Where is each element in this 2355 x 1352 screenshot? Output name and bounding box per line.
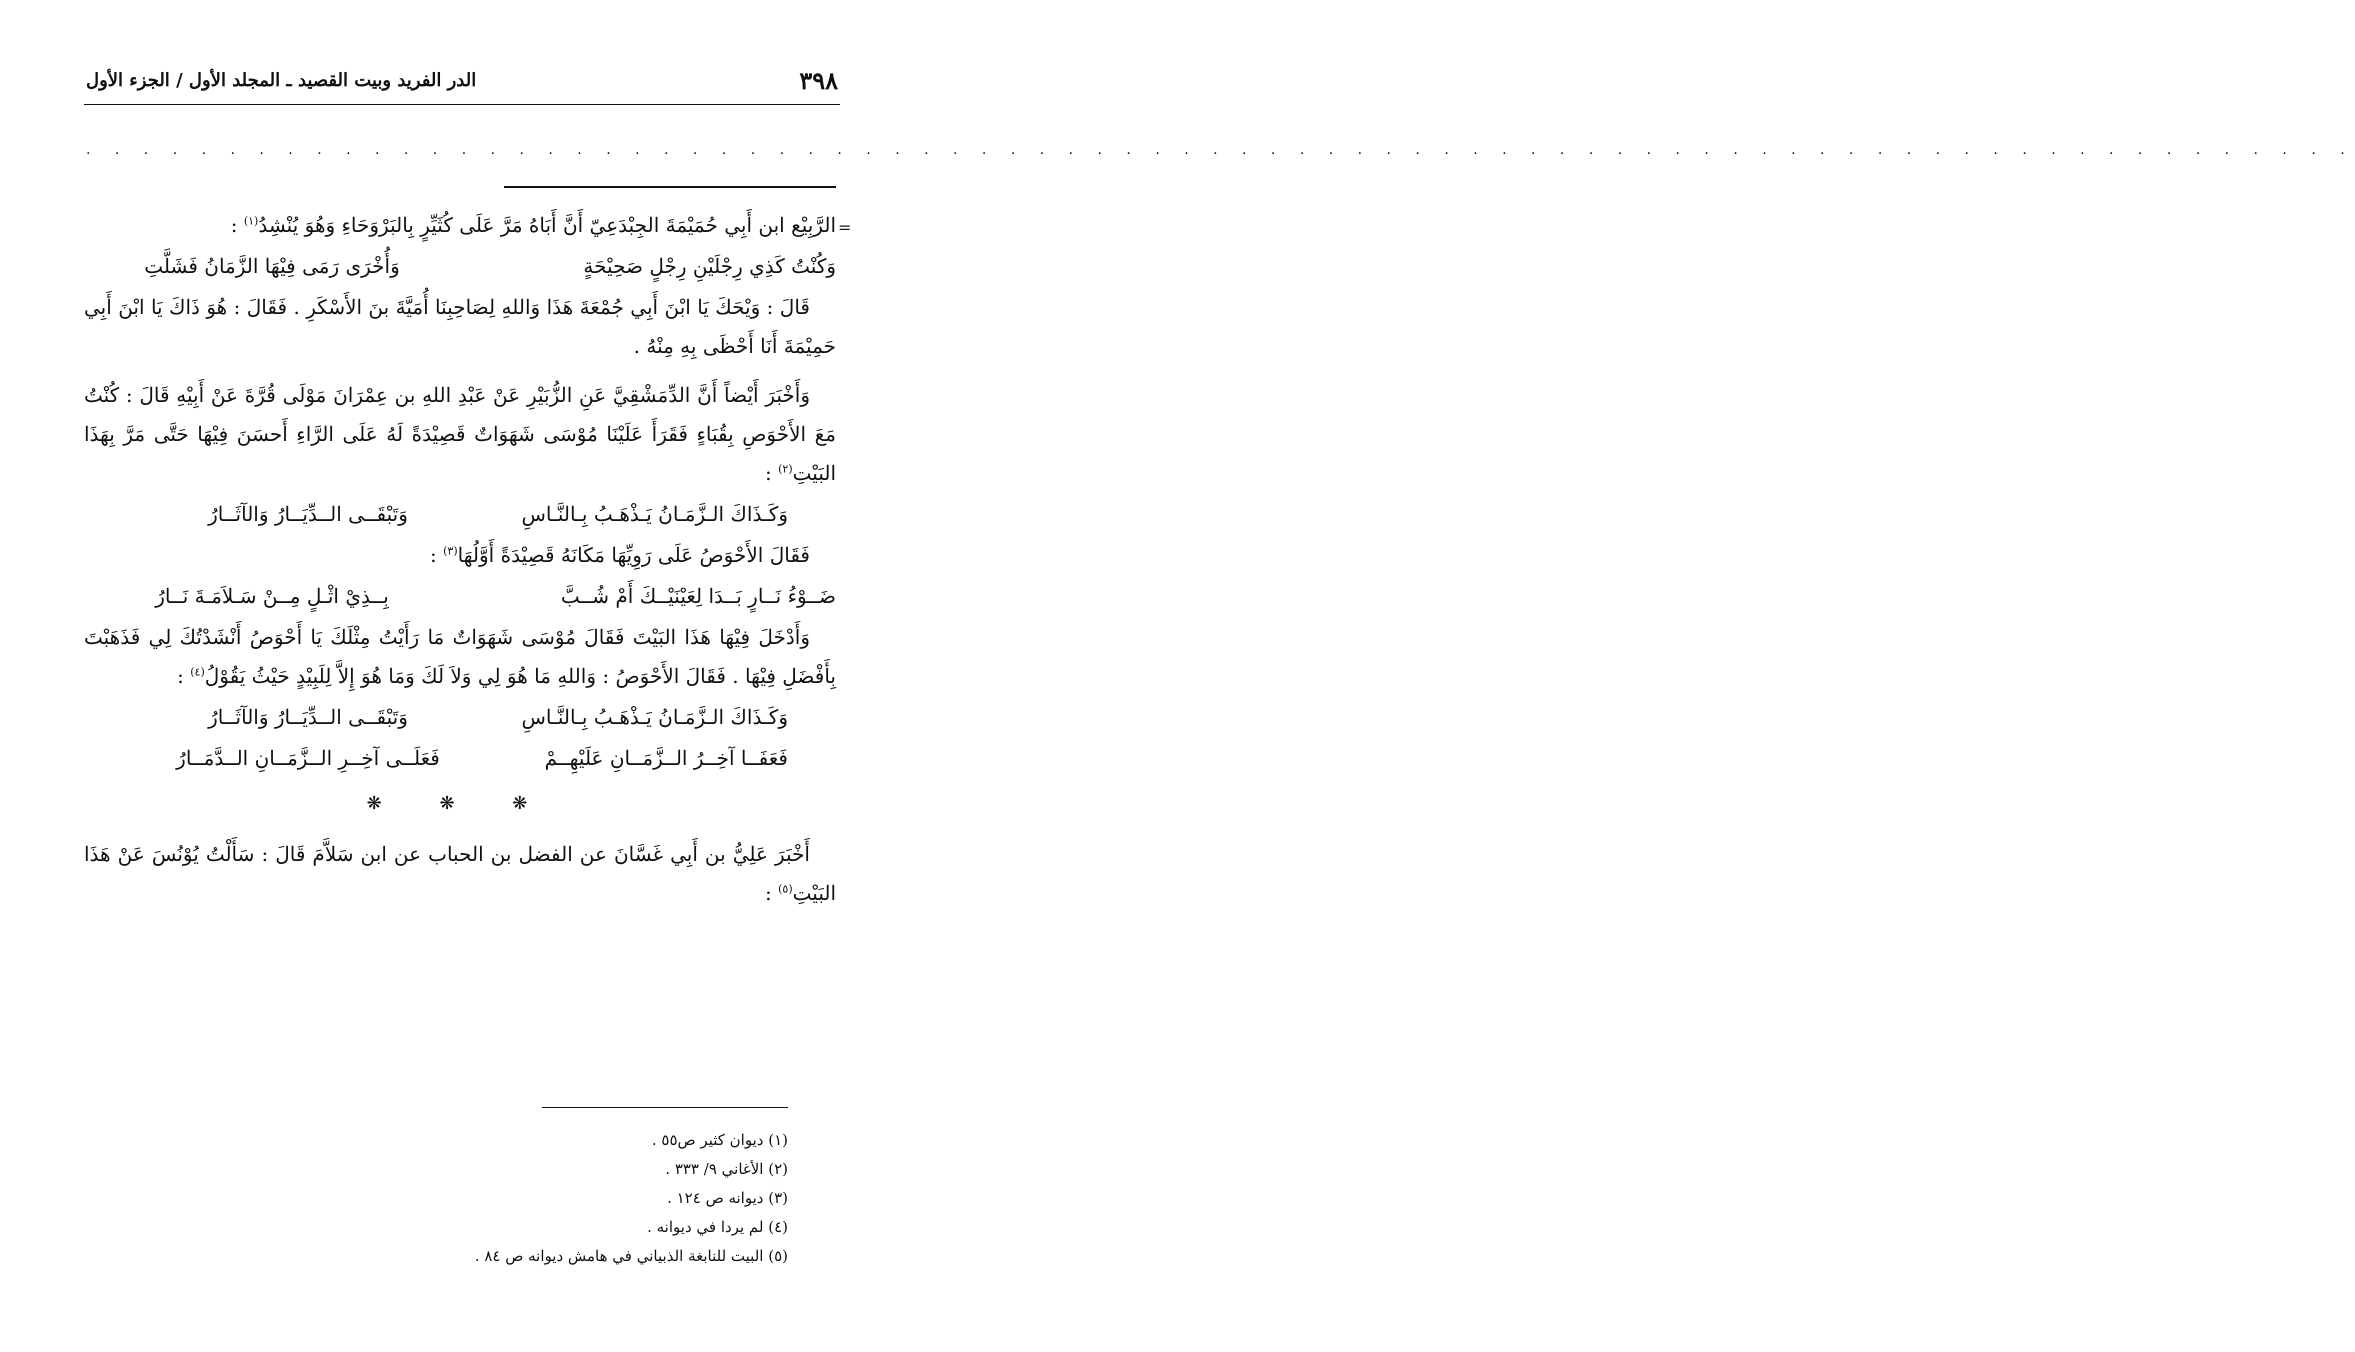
paragraph-text: وَأَخْبَرَ أَيْضاً أَنَّ الدِّمَشْقِيَّ عَنِ الزُّبَيْرِ عَنْ عَبْدِ اللهِ بن عِمْرَانَ مَوْلَى قُرَّةَ عَنْ أَبِيْهِ قَالَ : كُنْتُ مَعَ الأَحْوَصِ بِقُبَاءٍ فَقَرَأَ عَلَيْنَا مُوْسَى شَهَوَاتٌ قَصِيْدَةً لَهُ عَلَى الرَّاءِ أَحسَنَ فِيْهَا حَتَّى مَرَّ بِهَذَا البَيْتِ — [84, 383, 836, 485]
dot-leader: . . . . . . . . . . . . . . . . . . . . . . . . . . . . . . . . . . . . . . . . . . . . . . . . . . . . . . . . . . . . . . . . . . . . . . . . . . . . . . . — [86, 142, 2355, 158]
paragraph-text: قَالَ : وَيْحَكَ يَا ابْنَ أَبِي جُمْعَةَ هَذَا وَاللهِ لِصَاحِبِنَا أُمَيَّةَ بنَ الأَسْكَرِ . فَقَالَ : هُوَ ذَاكَ يَا ابْنَ أَبِي حَمِيْمَةَ أَنَا أَحْظَى بِهِ مِنْهُ . — [84, 295, 836, 358]
paragraph-text: وَأَدْخَلَ فِيْهَا هَذَا البَيْتَ فَقَالَ مُوْسَى شَهَوَاتٌ مَا رَأَيْتُ مِثْلَكَ يَا أَحْوَصُ أَنْشَدْتُكَ لِي فَذَهَبْتَ بِأَفْضَلِ فِيْهَا . فَقَالَ الأَحْوَصُ : وَاللهِ مَا هُوَ لِي وَلاَ لَكَ وَمَا هُوَ إِلاَّ لِلَبِيْدٍ حَيْثُ يَقُوْلُ — [84, 625, 836, 688]
verse-first-hemistich: وَكَـذَاكَ الـزَّمَـانُ يَـذْهَـبُ بِـالنَّـاسِ — [521, 502, 788, 526]
verse-second-hemistich: فَعَلَــى آخِــرِ الــزَّمَــانِ الــدَّمَــارُ — [176, 746, 440, 770]
verse-second-hemistich: وَتَبْقَــى الــدِّيَــارُ وَالآثَــارُ — [208, 705, 408, 729]
paragraph-6 — [84, 835, 836, 913]
footnote-3: (٣) ديوانه ص ١٢٤ . — [667, 1189, 788, 1207]
page-header — [86, 60, 838, 100]
main-text — [84, 206, 836, 913]
paragraph-4 — [84, 536, 836, 575]
paragraph-text: الرَّبِيْع ابن أَبِي حُمَيْمَةَ الجِبْدَعِيّ أَنَّ أَبَاهُ مَرَّ عَلَى كُثَيِّرٍ بِالبَرْوَحَاءِ وَهُوَ يُنْشِدُ — [258, 213, 836, 237]
verse-first-hemistich: وَكَـذَاكَ الـزَّمَـانُ يَـذْهَـبُ بِـالنَّـاسِ — [521, 705, 788, 729]
verse-second-hemistich: وَأُخْرَى رَمَى فِيْهَا الزَّمَانُ فَشَلَّتِ — [144, 254, 400, 278]
verse-3 — [84, 577, 836, 616]
paragraph-text: فَقَالَ الأَحْوَصُ عَلَى رَوِيِّهَا مَكَانَهُ قَصِيْدَةً أَوَّلُهَا — [457, 543, 810, 567]
verse-1 — [84, 247, 836, 286]
footnote-ref-4: (٤) — [190, 665, 205, 679]
paragraph-2 — [84, 288, 836, 366]
footnote-5: (٥) البيت للنابغة الذبياني في هامش ديوانه ص ٨٤ . — [474, 1247, 788, 1265]
verse-second-hemistich: بِــذِيْ اثْـلٍ مِــنْ سَـلاَمَـةَ نَــارُ — [155, 584, 389, 608]
footnote-rule — [542, 1107, 788, 1108]
footnote-ref-2: (٢) — [778, 462, 793, 476]
footnotes — [475, 1126, 788, 1271]
continuation-rule — [504, 186, 836, 188]
paragraph-5 — [84, 618, 836, 696]
verse-first-hemistich: وَكُنْتُ كَذِي رِجْلَيْنِ رِجْلٍ صَحِيْحَةٍ — [583, 254, 836, 278]
footnote-ref-1: (١) — [243, 214, 259, 228]
header-rule — [84, 104, 840, 105]
footnote-ref-5: (٥) — [778, 882, 793, 896]
verse-second-hemistich: وَتَبْقَــى الــدِّيَــارُ وَالآثَــارُ — [208, 502, 408, 526]
paragraph-tail: : — [177, 664, 191, 688]
paragraph-tail: : — [230, 213, 244, 237]
running-title: الدر الفريد وبيت القصيد ـ المجلد الأول / الجزء الأول — [86, 69, 477, 91]
section-separator: ❋ ❋ ❋ — [366, 793, 554, 814]
paragraph-3 — [84, 376, 836, 493]
page-number: ٣٩٨ — [799, 65, 838, 95]
footnote-ref-3: (٣) — [443, 544, 458, 558]
paragraph-tail: : — [765, 881, 779, 905]
paragraph-tail: : — [429, 543, 444, 567]
verse-5 — [84, 739, 836, 778]
verse-4 — [84, 698, 836, 737]
verse-first-hemistich: فَعَفَــا آخِــرُ الــزَّمَــانِ عَلَيْهِــمْ — [544, 746, 788, 770]
paragraph-tail: : — [765, 461, 779, 485]
verse-2 — [84, 495, 836, 534]
verse-first-hemistich: ضَــوْءُ نَــارٍ بَــدَا لِعَيْنَيْــكَ أَمْ شُــبَّ — [560, 584, 836, 608]
footnote-4: (٤) لم يردا في ديوانه . — [647, 1218, 788, 1236]
footnote-2: (٢) الأغاني ٩/ ٣٣٣ . — [665, 1160, 788, 1178]
continuation-marker: = — [838, 218, 852, 237]
paragraph-1 — [84, 206, 836, 245]
paragraph-text: أَخْبَرَ عَلِيُّ بن أَبِي غَسَّانَ عن الفضل بن الحباب عن ابن سَلاَّمَ قَالَ : سَأَلْتُ يُوْنُسَ عَنْ هَذَا البَيْتِ — [84, 842, 836, 905]
footnote-1: (١) ديوان كثير ص٥٥ . — [651, 1131, 788, 1149]
